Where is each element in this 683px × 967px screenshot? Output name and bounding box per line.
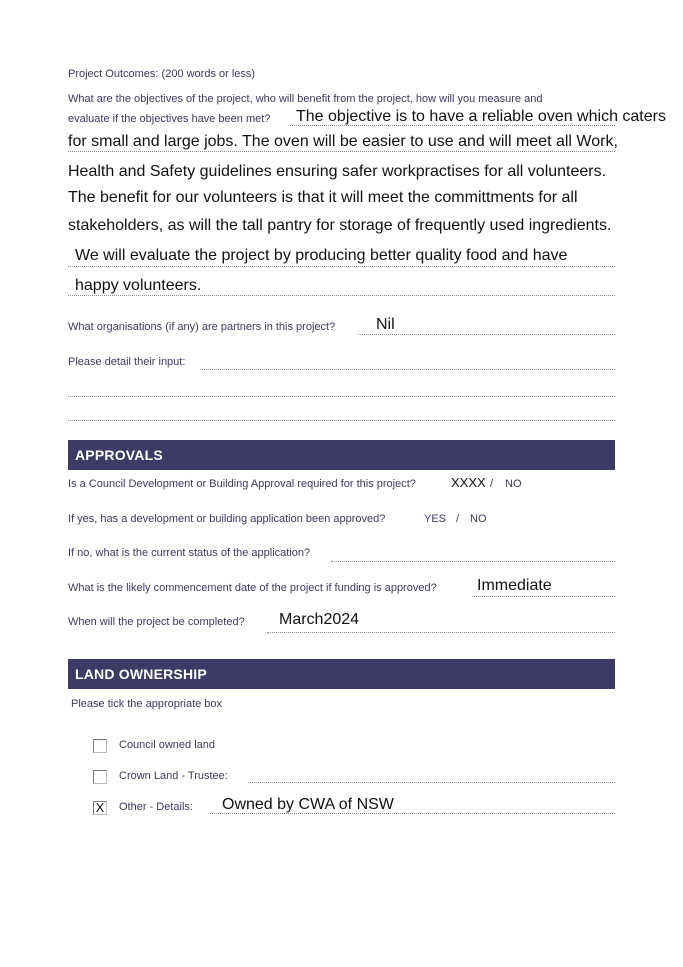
approval-required-answer[interactable]: XXXX	[451, 475, 486, 490]
commencement-date-question: What is the likely commencement date of the project if funding is approved?	[68, 582, 437, 594]
application-approved-slash: /	[456, 513, 460, 525]
application-status-question: If no, what is the current status of the application?	[68, 547, 311, 559]
partners-input-line-1[interactable]	[200, 369, 615, 370]
land-ownership-section-header: LAND OWNERSHIP	[68, 659, 615, 689]
crown-land-checkbox[interactable]	[93, 770, 107, 784]
approval-required-question: Is a Council Development or Building Approval required for this project?	[68, 478, 416, 490]
crown-land-label: Crown Land - Trustee:	[119, 770, 228, 782]
other-land-details-line[interactable]	[210, 813, 615, 814]
outcomes-answer-text-6: We will evaluate the project by producing better quality food and have	[75, 247, 568, 264]
council-land-checkbox[interactable]	[93, 739, 107, 753]
partners-input-line-3[interactable]	[68, 420, 615, 421]
approvals-section-header: APPROVALS	[68, 440, 615, 470]
outcomes-answer-line-7[interactable]	[68, 295, 615, 296]
approval-required-slash: /	[490, 478, 494, 490]
commencement-date-answer: Immediate	[477, 577, 552, 594]
council-land-label: Council owned land	[119, 739, 216, 751]
outcomes-answer-line-2[interactable]	[68, 151, 615, 152]
outcomes-answer-text-3: Health and Safety guidelines ensuring safer workpractises for all volunteers.	[68, 163, 607, 180]
application-approved-yes[interactable]: YES	[424, 513, 447, 525]
outcomes-answer-text-5: stakeholders, as will the tall pantry for storage of frequently used ingredients.	[68, 217, 612, 234]
outcomes-answer-line-6[interactable]	[68, 266, 615, 267]
application-approved-question: If yes, has a development or building application been approved?	[68, 513, 386, 525]
partners-answer-line[interactable]	[358, 334, 615, 335]
outcomes-question-line1: What are the objectives of the project, who will benefit from the project, how will you measure and	[68, 93, 543, 105]
partners-input-line-2[interactable]	[68, 396, 615, 397]
approval-required-no[interactable]: NO	[505, 478, 522, 490]
commencement-date-line[interactable]	[472, 596, 615, 597]
application-status-line[interactable]	[331, 561, 615, 562]
outcomes-answer-text-2: for small and large jobs. The oven will be easier to use and will meet all Work,	[68, 133, 618, 150]
partners-question: What organisations (if any) are partners in this project?	[68, 321, 336, 333]
land-instruction: Please tick the appropriate box	[71, 698, 223, 710]
outcomes-answer-text-7: happy volunteers.	[75, 277, 202, 294]
completion-date-answer: March2024	[279, 611, 360, 628]
crown-land-trustee-line[interactable]	[248, 782, 615, 783]
other-land-details-answer: Owned by CWA of NSW	[222, 796, 394, 813]
completion-date-question: When will the project be completed?	[68, 616, 245, 628]
other-land-label: Other - Details:	[119, 801, 193, 813]
outcomes-question-line2: evaluate if the objectives have been met?	[68, 113, 271, 125]
application-approved-no[interactable]: NO	[470, 513, 487, 525]
outcomes-heading: Project Outcomes: (200 words or less)	[68, 68, 256, 80]
completion-date-line[interactable]	[267, 632, 615, 633]
other-land-checkbox[interactable]: X	[93, 801, 107, 815]
outcomes-answer-text-4: The benefit for our volunteers is that it will meet the committments for all	[68, 189, 578, 206]
outcomes-answer-text-1: The objective is to have a reliable oven which caters	[296, 108, 666, 125]
partners-input-label: Please detail their input:	[68, 356, 186, 368]
partners-answer: Nil	[376, 316, 395, 333]
